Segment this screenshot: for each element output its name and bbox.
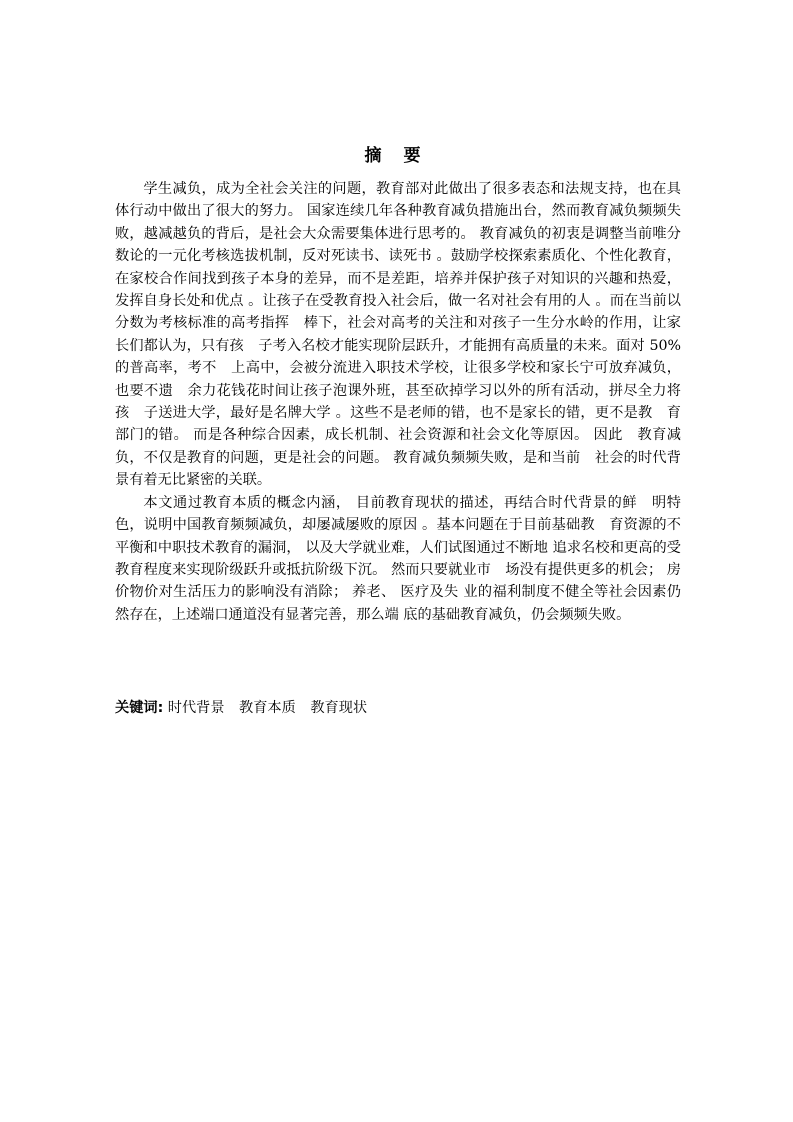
keywords-line: [115, 697, 681, 719]
keyword-1: 时代背景: [167, 700, 225, 716]
abstract-paragraph-1: 学生减负，成为全社会关注的问题，教育部对此做出了很多表态和法规支持，也在具体行动中做出了很大的努力。 国家连续几年各种教育减负措施出台，然而教育减负频频失败，越减越负的背后，是社会大众需要集体进行思考的。 教育减负的初衷是调整当前唯分数论的一元化考核选拔机制，反对死读书、读死书 。鼓励学校探索素质化、个性化教育，在家校合作间找到孩子本身的差异，而不是差距，培养并保护孩子对知识的兴趣和热爱，发挥自身长处和优点 。让孩子在受教育投入社会后，做一名对社会有用的人 。而在当前以分数为考核标准的高考指挥 棒下，社会对高考的关注和对孩子一生分水岭的作用，让家长们都认为，只有孩 子考入名校才能实现阶层跃升，才能拥有高质量的未来。面对 50%的普高率，考不 上高中，会被分流进入职技术学校，让很多学校和家长宁可放弃减负，也要不遗 余力花钱花时间让孩子泡课外班，甚至砍掉学习以外的所有活动，拼尽全力将孩 子送进大学，最好是名牌大学 。这些不是老师的错，也不是家长的错，更不是教 育部门的错。 而是各种综合因素，成长机制、社会资源和社会文化等原因。 因此 教育减负，不仅是教育的问题，更是社会的问题。 教育减负频频失败，是和当前 社会的时代背景有着无比紧密的关联。: [115, 181, 681, 489]
keyword-2: 教育本质: [239, 700, 296, 716]
abstract-body: [115, 178, 681, 626]
keyword-3: 教育现状: [310, 700, 368, 716]
abstract-paragraph-2: 本文通过教育本质的概念内涵， 目前教育现状的描述，再结合时代背景的鲜 明特色，说明中国教育频频减负，却屡减屡败的原因 。基本问题在于目前基础教 育资源的不平衡和中职技术教育的漏洞， 以及大学就业难，人们试图通过不断地 追求名校和更高的受教育程度来实现阶级跃升或抵抗阶级下沉。 然而只要就业市 场没有提供更多的机会； 房价物价对生活压力的影响没有消除； 养老、 医疗及失 业的福利制度不健全等社会因素仍然存在，上述端口通道没有显著完善，那么端 底的基础教育减负，仍会频频失败。: [115, 494, 681, 623]
keywords-label: 关键词:: [115, 700, 164, 716]
abstract-title: 摘 要: [364, 146, 429, 166]
